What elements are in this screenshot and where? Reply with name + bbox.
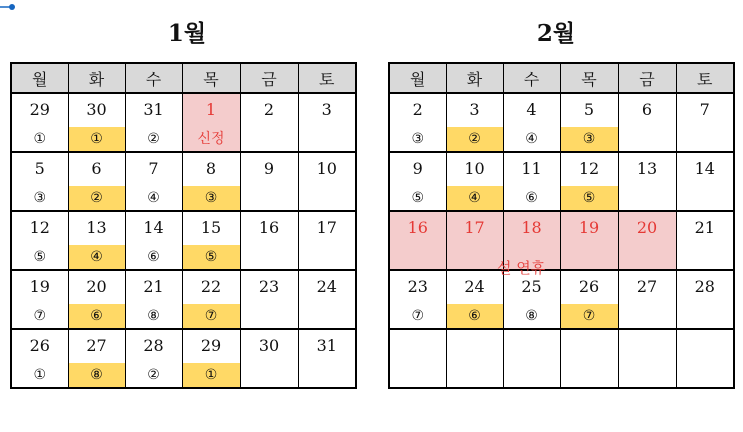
day-number xyxy=(561,330,618,363)
day-cell[interactable] xyxy=(182,211,240,270)
day-cell[interactable] xyxy=(298,270,356,329)
rotation-number: ④ xyxy=(147,190,160,206)
rotation-number xyxy=(677,186,734,210)
rotation-number xyxy=(561,363,618,387)
month-title-feb: 2월 xyxy=(536,20,576,47)
day-number: 14 xyxy=(143,218,164,237)
day-number: 16 xyxy=(258,218,280,237)
rotation-number xyxy=(299,245,356,269)
day-cell[interactable] xyxy=(68,93,125,152)
day-number: 29 xyxy=(200,336,222,355)
day-number: 8 xyxy=(205,159,217,178)
rotation-number xyxy=(299,304,356,328)
day-cell[interactable] xyxy=(389,93,446,152)
day-number: 7 xyxy=(699,100,710,119)
day-cell[interactable] xyxy=(125,152,182,211)
rotation-number: ③ xyxy=(561,127,618,151)
day-number: 20 xyxy=(636,218,658,237)
day-cell[interactable] xyxy=(389,270,446,329)
rotation-number: ③ xyxy=(411,131,425,147)
rotation-number: ② xyxy=(69,186,125,210)
day-number: 5 xyxy=(34,159,45,178)
rotation-number: ① xyxy=(33,367,47,383)
rotation-number: ① xyxy=(33,131,47,147)
day-number: 2 xyxy=(412,100,423,119)
day-cell[interactable] xyxy=(503,329,560,388)
day-cell[interactable] xyxy=(676,270,734,329)
rotation-number: ④ xyxy=(525,131,538,147)
day-cell[interactable] xyxy=(560,93,618,152)
day-cell[interactable] xyxy=(446,329,503,388)
weekday-header: 목 xyxy=(182,63,240,93)
day-number: 28 xyxy=(694,277,715,296)
day-cell[interactable] xyxy=(68,211,125,270)
rotation-number xyxy=(241,304,298,328)
day-number: 19 xyxy=(578,218,600,237)
day-number: 23 xyxy=(407,277,428,296)
weekday-header: 수 xyxy=(503,63,560,93)
day-cell[interactable] xyxy=(298,93,356,152)
day-number: 6 xyxy=(91,159,102,178)
day-cell[interactable] xyxy=(446,211,503,270)
weekday-header: 화 xyxy=(68,63,125,93)
day-cell[interactable] xyxy=(125,211,182,270)
day-cell[interactable] xyxy=(11,93,68,152)
day-number: 29 xyxy=(29,100,50,119)
day-cell[interactable] xyxy=(618,270,676,329)
day-cell[interactable] xyxy=(676,211,734,270)
rotation-number xyxy=(677,304,734,328)
day-cell[interactable] xyxy=(389,211,446,270)
rotation-number xyxy=(299,186,356,210)
day-number: 12 xyxy=(29,218,50,237)
day-number: 24 xyxy=(464,277,485,296)
rotation-number xyxy=(390,245,446,269)
day-number: 15 xyxy=(200,218,222,237)
holiday-name: 신정 xyxy=(197,131,225,147)
day-cell[interactable] xyxy=(676,152,734,211)
day-number: 10 xyxy=(464,159,485,178)
day-cell[interactable] xyxy=(560,329,618,388)
day-number: 11 xyxy=(521,159,542,178)
rotation-number xyxy=(619,245,676,269)
day-number: 31 xyxy=(143,100,164,119)
rotation-number xyxy=(390,363,446,387)
day-number: 22 xyxy=(200,277,222,296)
week-row xyxy=(389,270,734,329)
rotation-number xyxy=(677,363,734,387)
week-row xyxy=(11,270,356,329)
day-cell[interactable] xyxy=(182,270,240,329)
day-cell[interactable] xyxy=(618,329,676,388)
calendar-january xyxy=(10,62,357,389)
rotation-number xyxy=(619,186,676,210)
day-number: 21 xyxy=(694,218,715,237)
day-number: 24 xyxy=(316,277,337,296)
day-cell[interactable] xyxy=(503,152,560,211)
day-cell[interactable] xyxy=(298,152,356,211)
day-number: 26 xyxy=(29,336,50,355)
rotation-number xyxy=(561,245,618,269)
rotation-number: ⑥ xyxy=(447,304,503,328)
rotation-number xyxy=(677,127,734,151)
rotation-number: ② xyxy=(147,131,160,147)
day-cell[interactable] xyxy=(125,329,182,388)
weekday-header-row xyxy=(389,63,734,93)
day-cell[interactable] xyxy=(11,152,68,211)
rotation-number: ⑦ xyxy=(33,308,47,324)
day-number: 27 xyxy=(86,336,107,355)
rotation-number: ⑧ xyxy=(147,308,160,324)
anchor-marker-icon xyxy=(0,0,18,12)
rotation-number: ③ xyxy=(183,186,240,210)
day-number: 14 xyxy=(694,159,715,178)
day-cell[interactable] xyxy=(298,211,356,270)
rotation-number: ④ xyxy=(447,186,503,210)
rotation-number: ⑧ xyxy=(69,363,125,387)
day-number: 26 xyxy=(578,277,600,296)
weekday-header: 월 xyxy=(11,63,68,93)
week-row xyxy=(11,329,356,388)
rotation-number: ② xyxy=(447,127,503,151)
day-cell[interactable] xyxy=(503,93,560,152)
day-number: 17 xyxy=(316,218,337,237)
rotation-number: ⑦ xyxy=(411,308,425,324)
day-number xyxy=(504,330,560,363)
rotation-number: ⑥ xyxy=(69,304,125,328)
day-cell[interactable] xyxy=(11,270,68,329)
day-number xyxy=(619,330,676,363)
day-cell[interactable] xyxy=(240,329,298,388)
week-row xyxy=(11,211,356,270)
day-cell[interactable] xyxy=(446,152,503,211)
day-number: 13 xyxy=(86,218,107,237)
day-number: 7 xyxy=(148,159,159,178)
weekday-header: 금 xyxy=(240,63,298,93)
rotation-number: ⑤ xyxy=(411,190,425,206)
day-number: 21 xyxy=(143,277,164,296)
rotation-number: ⑦ xyxy=(183,304,240,328)
day-cell[interactable] xyxy=(389,329,446,388)
weekday-header: 금 xyxy=(618,63,676,93)
rotation-number: ③ xyxy=(33,190,47,206)
day-cell[interactable] xyxy=(11,329,68,388)
day-number xyxy=(447,330,503,363)
day-cell[interactable] xyxy=(618,211,676,270)
rotation-number xyxy=(299,127,356,151)
rotation-number xyxy=(504,363,560,387)
week-row xyxy=(11,152,356,211)
day-number: 2 xyxy=(263,100,275,119)
day-cell[interactable] xyxy=(298,329,356,388)
day-number: 13 xyxy=(636,159,658,178)
day-number: 9 xyxy=(263,159,275,178)
day-number: 30 xyxy=(86,100,107,119)
holiday-label-seollal: 설 연휴 xyxy=(497,259,546,277)
day-number: 9 xyxy=(412,159,423,178)
rotation-number: ① xyxy=(69,127,125,151)
day-cell[interactable] xyxy=(446,270,503,329)
day-cell[interactable] xyxy=(560,211,618,270)
day-number: 31 xyxy=(316,336,337,355)
rotation-number: ⑤ xyxy=(33,249,47,265)
day-cell[interactable] xyxy=(389,152,446,211)
rotation-number xyxy=(619,127,676,151)
week-row xyxy=(11,93,356,152)
day-cell[interactable] xyxy=(240,93,298,152)
day-number: 19 xyxy=(29,277,50,296)
weekday-header: 수 xyxy=(125,63,182,93)
weekday-header: 토 xyxy=(676,63,734,93)
day-number: 12 xyxy=(578,159,600,178)
rotation-number xyxy=(241,127,298,151)
day-number: 23 xyxy=(258,277,280,296)
day-cell[interactable] xyxy=(182,152,240,211)
day-number: 20 xyxy=(86,277,107,296)
rotation-number: ⑧ xyxy=(525,308,538,324)
day-number: 16 xyxy=(407,218,428,237)
day-number xyxy=(390,330,446,363)
rotation-number xyxy=(619,304,676,328)
rotation-number xyxy=(241,245,298,269)
rotation-number xyxy=(241,363,298,387)
calendar-february xyxy=(388,62,735,389)
day-cell[interactable] xyxy=(503,270,560,329)
day-cell[interactable] xyxy=(182,329,240,388)
rotation-number xyxy=(447,245,503,269)
week-row xyxy=(389,211,734,270)
rotation-number xyxy=(447,363,503,387)
weekday-header: 월 xyxy=(389,63,446,93)
day-cell[interactable] xyxy=(240,152,298,211)
rotation-number xyxy=(299,363,356,387)
rotation-number: ⑥ xyxy=(525,190,538,206)
day-number: 3 xyxy=(469,100,480,119)
week-row xyxy=(389,93,734,152)
weekday-header-row xyxy=(11,63,356,93)
rotation-number: ④ xyxy=(69,245,125,269)
day-number: 18 xyxy=(521,218,542,237)
rotation-number: ① xyxy=(183,363,240,387)
day-cell[interactable] xyxy=(182,93,240,152)
day-cell[interactable] xyxy=(125,270,182,329)
day-number: 17 xyxy=(464,218,485,237)
day-cell[interactable] xyxy=(676,93,734,152)
day-cell[interactable] xyxy=(240,270,298,329)
week-row xyxy=(389,329,734,388)
day-number: 10 xyxy=(316,159,337,178)
rotation-number: ⑦ xyxy=(561,304,618,328)
rotation-number xyxy=(677,245,734,269)
day-cell[interactable] xyxy=(11,211,68,270)
rotation-number xyxy=(619,363,676,387)
month-title-jan: 1월 xyxy=(167,20,207,47)
day-cell[interactable] xyxy=(68,152,125,211)
week-row xyxy=(389,152,734,211)
day-number: 1 xyxy=(205,100,217,119)
weekday-header: 토 xyxy=(298,63,356,93)
day-number: 28 xyxy=(143,336,164,355)
day-number: 6 xyxy=(641,100,653,119)
day-cell[interactable] xyxy=(618,152,676,211)
rotation-number xyxy=(241,186,298,210)
day-cell[interactable] xyxy=(446,93,503,152)
day-cell[interactable] xyxy=(240,211,298,270)
day-cell[interactable] xyxy=(618,93,676,152)
weekday-header: 목 xyxy=(560,63,618,93)
day-cell[interactable] xyxy=(676,329,734,388)
day-number: 3 xyxy=(321,100,332,119)
day-number: 25 xyxy=(521,277,542,296)
day-cell[interactable] xyxy=(560,152,618,211)
day-number xyxy=(677,330,734,363)
day-cell[interactable] xyxy=(68,270,125,329)
rotation-number: ② xyxy=(147,367,160,383)
weekday-header: 화 xyxy=(446,63,503,93)
rotation-number: ⑤ xyxy=(183,245,240,269)
day-cell[interactable] xyxy=(125,93,182,152)
day-number: 4 xyxy=(526,100,537,119)
rotation-number: ⑤ xyxy=(561,186,618,210)
day-number: 30 xyxy=(258,336,280,355)
day-number: 27 xyxy=(636,277,658,296)
day-cell[interactable] xyxy=(68,329,125,388)
day-cell[interactable] xyxy=(560,270,618,329)
day-number: 5 xyxy=(583,100,595,119)
rotation-number: ⑥ xyxy=(147,249,160,265)
